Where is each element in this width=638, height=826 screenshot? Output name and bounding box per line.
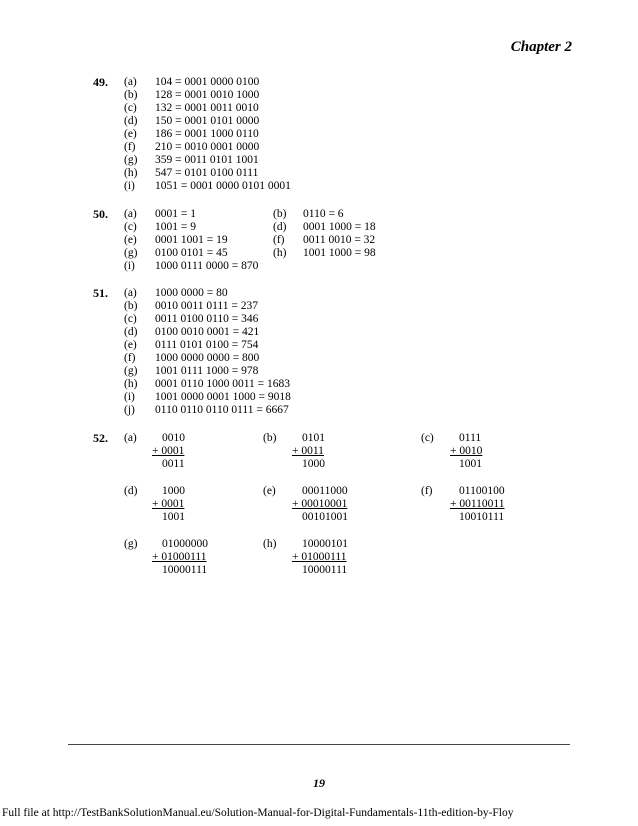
item-label: (c)	[124, 313, 137, 325]
item-label: (d)	[124, 326, 138, 338]
item-label: (b)	[124, 300, 138, 312]
item-label: (e)	[263, 485, 276, 497]
item-label: (b)	[124, 89, 138, 101]
item-text: 0110 = 6	[303, 208, 344, 220]
item-label: (f)	[124, 141, 136, 153]
sum: 1001	[459, 458, 482, 470]
item-text: 1051 = 0001 0000 0101 0001	[155, 180, 291, 192]
addend-b: + 0001	[152, 445, 185, 457]
addend-b: + 00010001	[292, 498, 348, 510]
item-label: (c)	[124, 221, 137, 233]
addend-b: + 00110011	[450, 498, 505, 510]
item-text: 0111 0101 0100 = 754	[155, 339, 259, 351]
item-text: 0001 = 1	[155, 208, 196, 220]
item-label: (g)	[124, 247, 138, 259]
item-label: (g)	[124, 365, 138, 377]
item-text: 1000 0000 0000 = 800	[155, 352, 260, 364]
addend-b: + 0011	[292, 445, 324, 457]
item-label: (f)	[124, 352, 136, 364]
addend-a: 00011000	[302, 485, 348, 497]
addend-a: 0101	[302, 432, 325, 444]
sum: 10000111	[302, 564, 348, 576]
addend-b: + 0001	[152, 498, 185, 510]
item-label: (c)	[124, 102, 137, 114]
item-text: 186 = 0001 1000 0110	[155, 128, 259, 140]
sum: 1001	[162, 511, 185, 523]
item-label: (j)	[124, 404, 135, 416]
item-text: 150 = 0001 0101 0000	[155, 115, 260, 127]
item-text: 1001 0111 1000 = 978	[155, 365, 259, 377]
item-text: 1000 0111 0000 = 870	[155, 260, 259, 272]
item-label: (h)	[124, 378, 138, 390]
item-text: 132 = 0001 0011 0010	[155, 102, 259, 114]
sum: 10010111	[459, 511, 505, 523]
item-label: (f)	[421, 485, 433, 497]
problem-number: 50.	[93, 207, 108, 221]
item-label: (g)	[124, 538, 138, 550]
item-label: (b)	[263, 432, 277, 444]
item-label: (e)	[124, 339, 137, 351]
item-text: 0011 0010 = 32	[303, 234, 376, 246]
item-text: 128 = 0001 0010 1000	[155, 89, 260, 101]
item-text: 0010 0011 0111 = 237	[155, 300, 258, 312]
item-label: (f)	[273, 234, 285, 246]
addend-a: 1000	[162, 485, 185, 497]
addend-b: + 01000111	[152, 551, 207, 563]
item-label: (e)	[124, 128, 137, 140]
item-text: 359 = 0011 0101 1001	[155, 154, 259, 166]
sum: 00101001	[302, 511, 348, 523]
problem-number: 49.	[93, 75, 108, 89]
item-text: 0001 1000 = 18	[303, 221, 376, 233]
item-text: 0100 0010 0001 = 421	[155, 326, 260, 338]
item-text: 1001 = 9	[155, 221, 196, 233]
addend-b: + 01000111	[292, 551, 347, 563]
item-text: 0110 0110 0110 0111 = 6667	[155, 404, 289, 416]
item-text: 1001 1000 = 98	[303, 247, 376, 259]
item-label: (g)	[124, 154, 138, 166]
download-link[interactable]: Full file at http://TestBankSolutionManual.eu/Solution-Manual-for-Digital-Fundamentals-11th-edition-by-Floy	[2, 807, 514, 819]
addend-a: 0010	[162, 432, 185, 444]
item-text: 0001 1001 = 19	[155, 234, 228, 246]
addend-b: + 0010	[450, 445, 483, 457]
addend-a: 01100100	[459, 485, 505, 497]
item-label: (i)	[124, 260, 135, 272]
item-label: (a)	[124, 76, 137, 88]
item-label: (i)	[124, 391, 135, 403]
addend-a: 10000101	[302, 538, 348, 550]
sum: 0011	[162, 458, 185, 470]
page-number: 19	[313, 776, 325, 790]
item-label: (a)	[124, 208, 137, 220]
problem-number: 51.	[93, 286, 108, 300]
chapter-heading: Chapter 2	[510, 39, 572, 55]
item-text: 0001 0110 1000 0011 = 1683	[155, 378, 291, 390]
addend-a: 0111	[459, 432, 482, 444]
item-text: 210 = 0010 0001 0000	[155, 141, 260, 153]
sum: 10000111	[162, 564, 208, 576]
item-label: (a)	[124, 287, 137, 299]
item-text: 547 = 0101 0100 0111	[155, 167, 259, 179]
item-text: 1001 0000 0001 1000 = 9018	[155, 391, 291, 403]
item-text: 0100 0101 = 45	[155, 247, 228, 259]
footer-divider	[68, 744, 570, 745]
item-label: (h)	[124, 167, 138, 179]
item-label: (h)	[263, 538, 277, 550]
item-label: (a)	[124, 432, 137, 444]
sum: 1000	[302, 458, 325, 470]
item-label: (c)	[421, 432, 434, 444]
item-label: (b)	[273, 208, 287, 220]
item-label: (h)	[273, 247, 287, 259]
item-label: (i)	[124, 180, 135, 192]
addend-a: 01000000	[162, 538, 208, 550]
item-label: (e)	[124, 234, 137, 246]
item-label: (d)	[124, 485, 138, 497]
item-text: 0011 0100 0110 = 346	[155, 313, 259, 325]
problem-number: 52.	[93, 431, 108, 445]
item-label: (d)	[124, 115, 138, 127]
item-text: 104 = 0001 0000 0100	[155, 76, 260, 88]
item-label: (d)	[273, 221, 287, 233]
item-text: 1000 0000 = 80	[155, 287, 228, 299]
